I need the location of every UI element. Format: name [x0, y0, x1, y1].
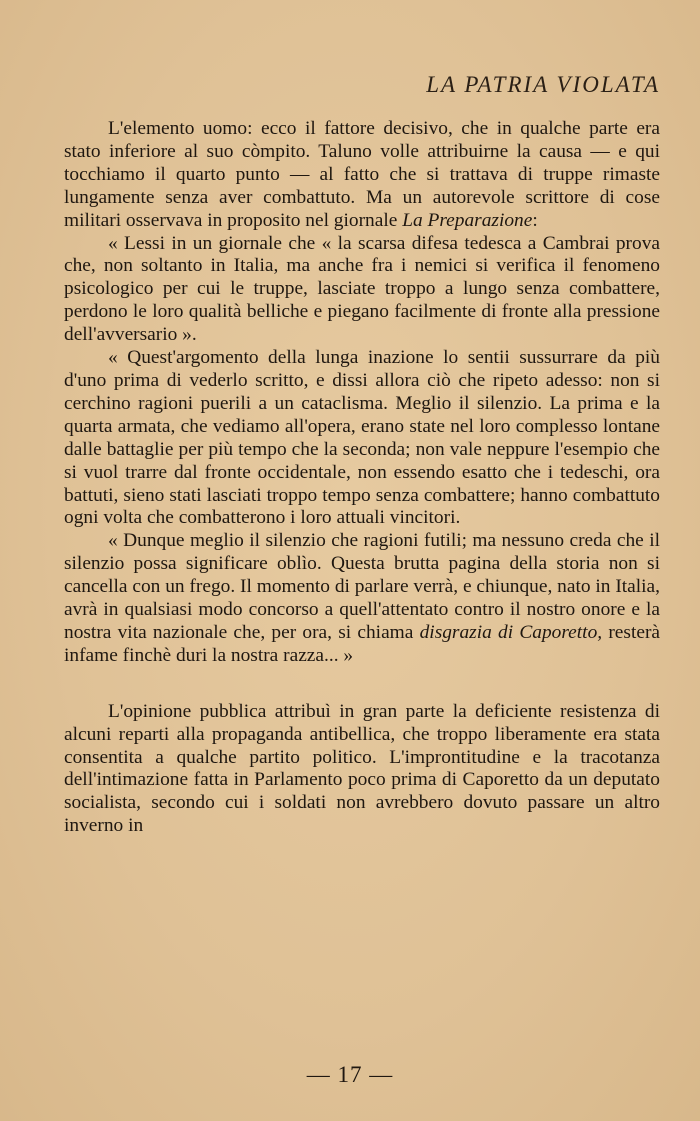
paragraph-1 — [64, 118, 660, 233]
paragraph-4 — [64, 530, 660, 667]
paragraph-2-text: « Lessi in un giornale che « la scarsa difesa tedesca a Cambrai prova che, non soltanto in Italia, ma anche fra i nemici si verifica il fenomeno psicologico per cui le truppe, lasciate troppo a lungo senza combattere, perdono le loro qualità belliche e piegano facilmente di fronte alla pressione dell'avversario ». — [64, 232, 660, 346]
paragraph-4-text: « Dunque meglio il silenzio che ragioni futili; ma nessuno creda che il silenzio possa significare oblìo. Questa brutta pagina della storia non si cancella con un frego. Il momento di parlare verrà, e chiunque, nato in Italia, avrà in qualsiasi modo concorso a quell'attentato contro il nostro onore e la nostra vita nazionale che, per ora, si chiama — [64, 530, 661, 643]
paragraph-3 — [64, 347, 660, 530]
newspaper-title: La Preparazione — [402, 209, 533, 231]
paragraph-4-end: resterà infame finchè duri la nostra razza... » — [64, 621, 661, 666]
paragraph-5 — [64, 701, 660, 838]
body-text — [64, 118, 660, 838]
page-number: — 17 — — [306, 1062, 394, 1087]
paragraph-1-text: L'elemento uomo: ecco il fattore decisivo, che in qualche parte era stato inferiore al suo còmpito. Taluno volle attribuirne la causa — e qui tocchiamo il quarto punto — al fatto che si trattava di truppe rimaste lungamente senza aver combattuto. Ma un autorevole scrittore di cose militari osservava in proposito nel giornale — [64, 118, 660, 231]
running-head: LA PATRIA VIOLATA — [426, 72, 660, 97]
paragraph-1-end: : — [532, 209, 538, 231]
paragraph-3-text: « Quest'argomento della lunga inazione lo sentii sussurrare da più d'uno prima di vederlo scritto, e dissi allora ciò che ripeto adesso: non si cerchino ragioni puerili a un cataclisma. Meglio il silenzio. La prima e la quarta armata, che vediamo all'opera, erano state nel loro complesso lontane dalle battaglie per più tempo che la seconda; non vale neppure l'esempio che si vuol trarre dal fronte occidentale, non essendo esatto che i tedeschi, ora battuti, sieno stati lasciati troppo tempo senza combattere; hanno combattuto ogni volta che combatterono i loro attuali vincitori. — [64, 347, 660, 529]
paragraph-2 — [64, 233, 660, 348]
italic-phrase: disgrazia di Caporetto, — [419, 621, 603, 643]
paragraph-5-text: L'opinione pubblica attribuì in gran parte la deficiente resistenza di alcuni reparti alla propaganda antibellica, che troppo liberamente era stata consentita a qualche partito politico. L'improntitudine e la tracotanza dell'intimazione fatta in Parlamento poco prima di Caporetto da un deputato socialista, secondo cui i soldati non avrebbero dovuto passare un altro inverno in — [64, 700, 660, 837]
